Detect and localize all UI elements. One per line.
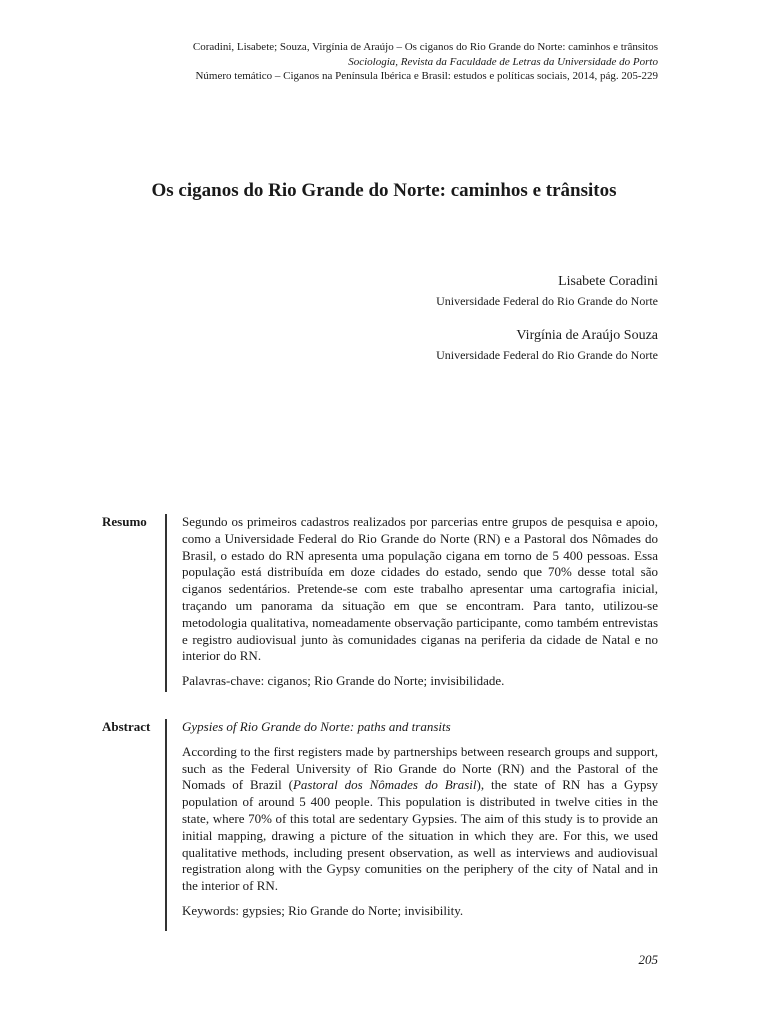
author-name: Virgínia de Araújo Souza	[516, 328, 658, 343]
header-citation: Coradini, Lisabete; Souza, Virgínia de Araújo – Os ciganos do Rio Grande do Norte: caminhos e trânsitos	[192, 41, 658, 53]
abstract-label: Abstract	[102, 719, 151, 734]
header-journal: Sociologia, Revista da Faculdade de Letras da Universidade do Porto	[348, 55, 658, 68]
abstract-divider	[165, 719, 167, 931]
running-header	[98, 40, 658, 84]
author-name: Lisabete Coradini	[558, 274, 658, 289]
abstract-text-part2: ), the state of RN has a Gypsy population of around 5 400 people. This population is distributed in twelve cities in the state, where 70% of this total are sedentary Gypsies. The aim of this study is to provide an initial mapping, drawing a picture of the situation in which they are. For this, we used qualitative methods, including present observation, as well as interviews and audiovisual registration along with the Gypsy comunities on the periphery of the city of Natal and in the interior of RN.	[182, 777, 658, 894]
resumo-section	[102, 514, 658, 690]
resumo-divider	[165, 514, 167, 692]
abstract-text-part1: According to the first registers made by partnerships between research groups and support, such as the Federal University of Rio Grande do Norte (RN) and the Pastoral of the Nomads of Brazil (	[182, 743, 658, 793]
abstract-text	[182, 744, 658, 895]
abstract-keywords: Keywords: gypsies; Rio Grande do Norte; invisibility.	[182, 902, 464, 918]
article-title: Os ciganos do Rio Grande do Norte: caminhos e trânsitos	[151, 180, 617, 201]
author-affiliation: Universidade Federal do Rio Grande do Norte	[436, 294, 658, 308]
author-block	[258, 273, 658, 381]
resumo-text: Segundo os primeiros cadastros realizados por parcerias entre grupos de pesquisa e apoio, como a Universidade Federal do Rio Grande do Norte (RN) e a Pastoral dos Nômades do Brasil, o estado do RN apresenta uma população cigana em torno de 5 400 pessoas. Essa população está distribuída em doze cidades do estado, sendo que 70% desse total são ciganos sedentários. Pretende-se com este trabalho apresentar uma cartografia inicial, traçando um panorama da situação em que se encontram. Para tanto, utilizou-se metodologia qualitativa, nomeadamente observação participante, como também entrevistas e registro audiovisual junto às comunidades ciganas na periferia da cidade de Natal e no interior do RN.	[182, 514, 658, 664]
header-issue: Número temático – Ciganos na Península Ibérica e Brasil: estudos e políticas sociais, 2014, pág. 205-229	[195, 70, 658, 82]
author-entry	[258, 327, 658, 363]
resumo-content	[182, 514, 658, 690]
abstract-title: Gypsies of Rio Grande do Norte: paths and transits	[182, 719, 451, 734]
resumo-label: Resumo	[102, 514, 147, 529]
page-number: 205	[638, 952, 658, 967]
abstract-content	[182, 719, 658, 920]
abstract-text-italic: Pastoral dos Nômades do Brasil	[292, 777, 477, 793]
abstract-section	[102, 719, 658, 920]
author-affiliation: Universidade Federal do Rio Grande do Norte	[436, 348, 658, 362]
resumo-keywords: Palavras-chave: ciganos; Rio Grande do Norte; invisibilidade.	[182, 673, 505, 689]
author-entry	[258, 273, 658, 309]
